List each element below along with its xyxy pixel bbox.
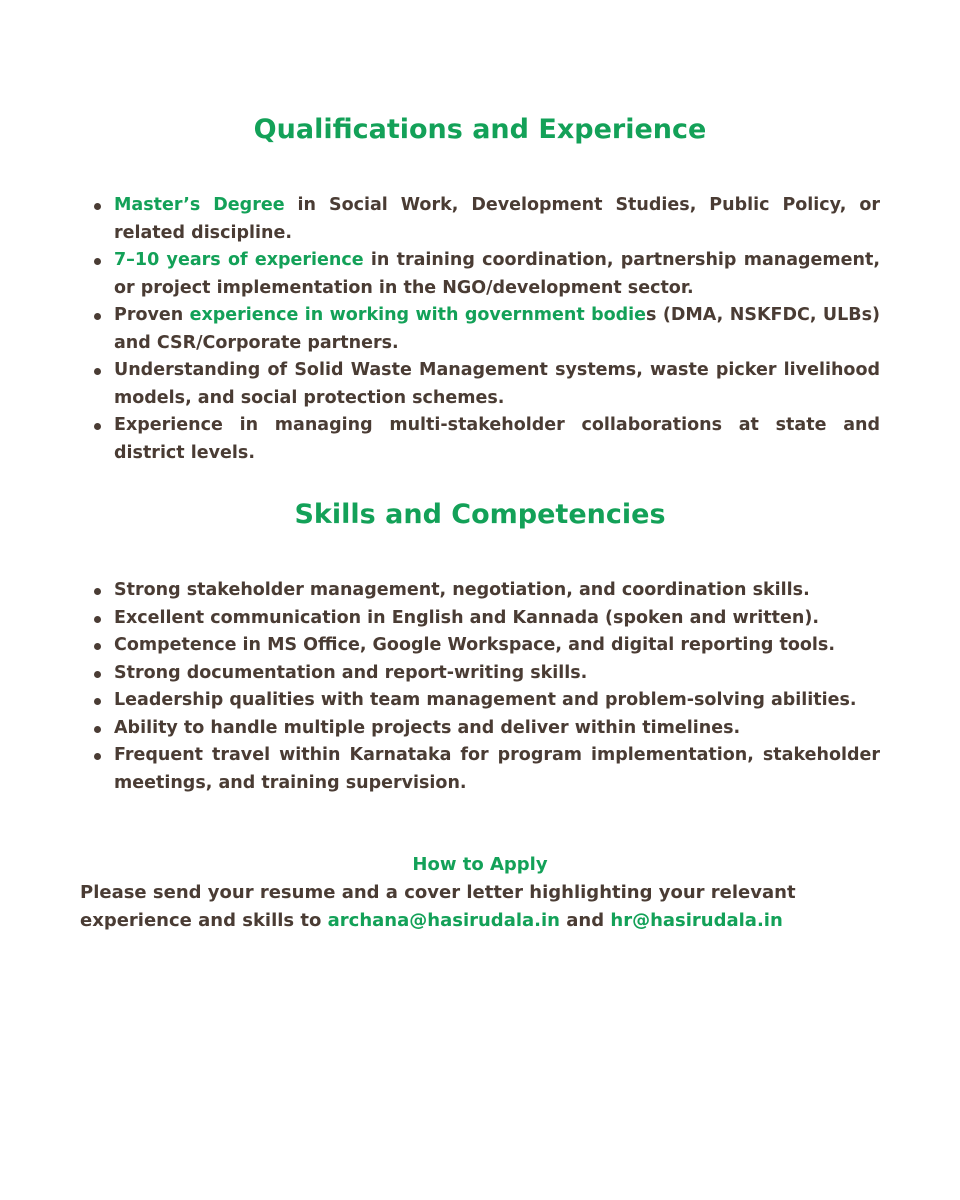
item-text: Strong stakeholder management, negotiation, and coordination skills.	[114, 580, 810, 600]
item-text: s (DMA, NSKFDC, ULBs) and CSR/Corporate partners.	[114, 305, 881, 353]
qualifications-heading: Qualifications and Experience	[253, 114, 707, 145]
item-text: Ability to handle multiple projects and deliver within timelines.	[114, 717, 741, 738]
list-item	[114, 715, 880, 743]
item-text: Competence in MS Office, Google Workspace, and digital reporting tools.	[114, 635, 835, 655]
bullet-icon	[94, 588, 101, 595]
item-text: Excellent communication in English and Kannada (spoken and written).	[114, 607, 819, 628]
bullet-icon	[94, 753, 101, 760]
bullet-icon	[94, 643, 101, 650]
bullet-icon	[94, 258, 101, 265]
bullet-icon	[94, 423, 101, 430]
list-item	[114, 357, 880, 412]
list-item	[114, 412, 880, 467]
list-item	[114, 605, 880, 633]
bullet-icon	[94, 698, 101, 705]
qualifications-list	[114, 192, 880, 467]
bullet-icon	[94, 368, 101, 375]
bullet-icon	[94, 616, 101, 623]
list-item	[114, 742, 880, 797]
how-to-apply-text	[80, 879, 880, 934]
item-text: Experience in managing multi-stakeholder collaborations at state and district levels.	[114, 415, 880, 463]
bullet-icon	[94, 313, 101, 320]
item-text: Frequent travel within Karnataka for program implementation, stakeholder meetings, and training supervision.	[114, 745, 880, 793]
email-link-hr[interactable]: hr@hasirudala.in	[610, 909, 783, 931]
apply-joiner: and	[559, 909, 611, 931]
highlight-text: 7–10 years of experience	[114, 250, 364, 270]
highlight-text: Master’s Degree	[114, 195, 285, 215]
list-item	[114, 687, 880, 715]
apply-instructions: Please send your resume and a cover letter highlighting your relevant experience and skills to	[80, 882, 796, 931]
list-item	[114, 192, 880, 247]
skills-heading: Skills and Competencies	[294, 499, 666, 530]
email-link-archana[interactable]: archana@hasirudala.in	[327, 909, 560, 931]
list-item	[114, 632, 880, 660]
list-item	[114, 577, 880, 605]
list-item	[114, 302, 880, 357]
item-prefix: Proven	[114, 305, 190, 325]
item-text: in training coordination, partnership management, or project implementation in the NGO/development sector.	[114, 250, 880, 298]
bullet-icon	[94, 726, 101, 733]
item-text: Leadership qualities with team management and problem-solving abilities.	[114, 690, 857, 710]
how-to-apply-heading: How to Apply	[412, 854, 548, 875]
skills-list	[114, 577, 880, 797]
list-item	[114, 660, 880, 688]
item-text: in Social Work, Development Studies, Public Policy, or related discipline.	[114, 195, 880, 243]
item-text: Understanding of Solid Waste Management systems, waste picker livelihood models, and social protection schemes.	[114, 360, 880, 408]
highlight-text: experience in working with government bodie	[189, 305, 647, 325]
bullet-icon	[94, 203, 101, 210]
item-text: Strong documentation and report-writing skills.	[114, 662, 588, 683]
list-item	[114, 247, 880, 302]
bullet-icon	[94, 671, 101, 678]
